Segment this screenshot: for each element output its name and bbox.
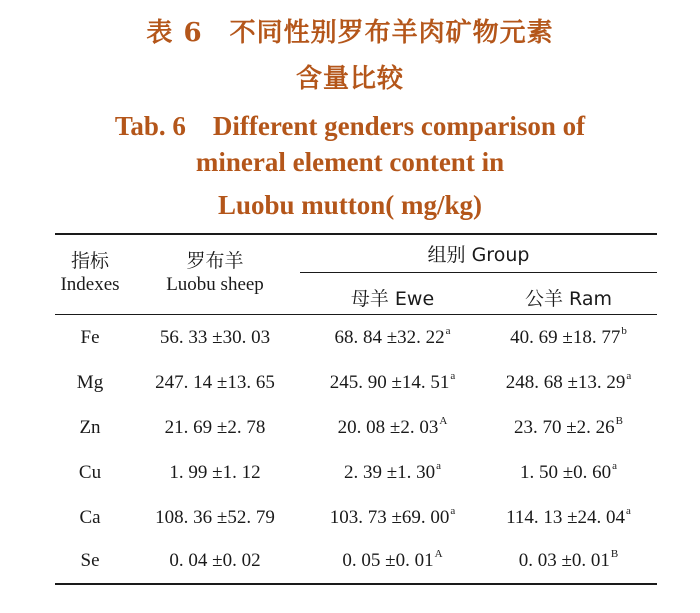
row-ewe-value: 103. 73 ±69. 00$^a$ <box>329 505 456 528</box>
ewe-significance: A <box>439 415 448 427</box>
table-top-rule <box>55 233 657 235</box>
row-ewe-value: 68. 84 ±32. 22$^a$ <box>334 325 451 348</box>
ram-significance: a <box>626 370 632 382</box>
header-bottom-rule <box>55 314 657 315</box>
row-sheep-value: 56. 33 ±30. 03 <box>159 327 271 348</box>
row-sheep-value: 247. 14 ±13. 65 <box>155 372 275 393</box>
row-ram-value: 1. 50 ±0. 60$^a$ <box>519 460 618 483</box>
row-sheep-value: 21. 69 ±2. 78 <box>164 417 266 438</box>
header-indexes-cn: 指标 <box>70 250 109 272</box>
row-index: Zn <box>79 417 101 438</box>
ram-significance: a <box>612 460 618 472</box>
row-ewe-value: 0. 05 ±0. $01^A$ <box>342 548 443 571</box>
ram-significance: B <box>615 415 624 427</box>
row-ewe-value: 20. 08 ±2. $03^A$ <box>337 415 448 438</box>
header-sheep-en: Luobu sheep <box>166 274 264 295</box>
caption-en-line-2: mineral element content in <box>195 147 505 177</box>
row-ram-value: 23. 70 ±2. $26^B$ <box>513 415 624 438</box>
row-index: Se <box>80 550 100 571</box>
ewe-significance: A <box>434 548 443 560</box>
header-group: 组别 Group <box>427 244 530 266</box>
header-ewe: 母羊 Ewe <box>350 288 435 310</box>
ewe-significance: a <box>436 460 442 472</box>
ewe-significance: a <box>445 325 451 337</box>
row-ram-value: 0. 03 ±0. $01^B$ <box>518 548 619 571</box>
row-sheep-value: 108. 36 ±52. 79 <box>155 507 275 528</box>
row-ewe-value: 2. 39 ±1. 30$^a$ <box>343 460 442 483</box>
caption-cn-line-2: 含量比较 <box>295 64 404 94</box>
ewe-significance: a <box>450 505 456 517</box>
row-index: Ca <box>79 507 101 528</box>
ram-significance: b <box>621 325 627 337</box>
header-indexes-en: Indexes <box>60 274 120 295</box>
row-ram-value: 40. 69 ±18. 77$^b$ <box>510 325 627 348</box>
group-header-rule <box>300 272 657 273</box>
row-index: Fe <box>80 327 100 348</box>
ram-significance: a <box>626 505 631 517</box>
ewe-significance: a <box>450 370 456 382</box>
row-sheep-value: 0. 04 ±0. 02 <box>169 550 261 571</box>
table-bottom-rule <box>55 583 657 585</box>
caption-en-line-1: Tab. 6 Different genders comparison of <box>114 111 586 141</box>
row-index: Cu <box>78 462 102 483</box>
row-ram-value: 248. 68 ±13. 29$^a$ <box>505 370 632 393</box>
header-sheep-cn: 罗布羊 <box>186 250 244 272</box>
row-ram-value: 114. 13 ±24. 04$^a$ <box>506 505 631 528</box>
ram-significance: B <box>610 548 619 560</box>
row-sheep-value: 1. 99 ±1. 12 <box>169 462 261 483</box>
row-ewe-value: 245. 90 ±14. 51$^a$ <box>329 370 456 393</box>
header-ram: 公羊 Ram <box>525 288 612 310</box>
caption-en-line-3: Luobu mutton( mg/kg) <box>217 190 483 220</box>
row-index: Mg <box>76 372 104 393</box>
caption-cn-line-1: 表 6 不同性别罗布羊肉矿物元素 <box>146 18 554 48</box>
